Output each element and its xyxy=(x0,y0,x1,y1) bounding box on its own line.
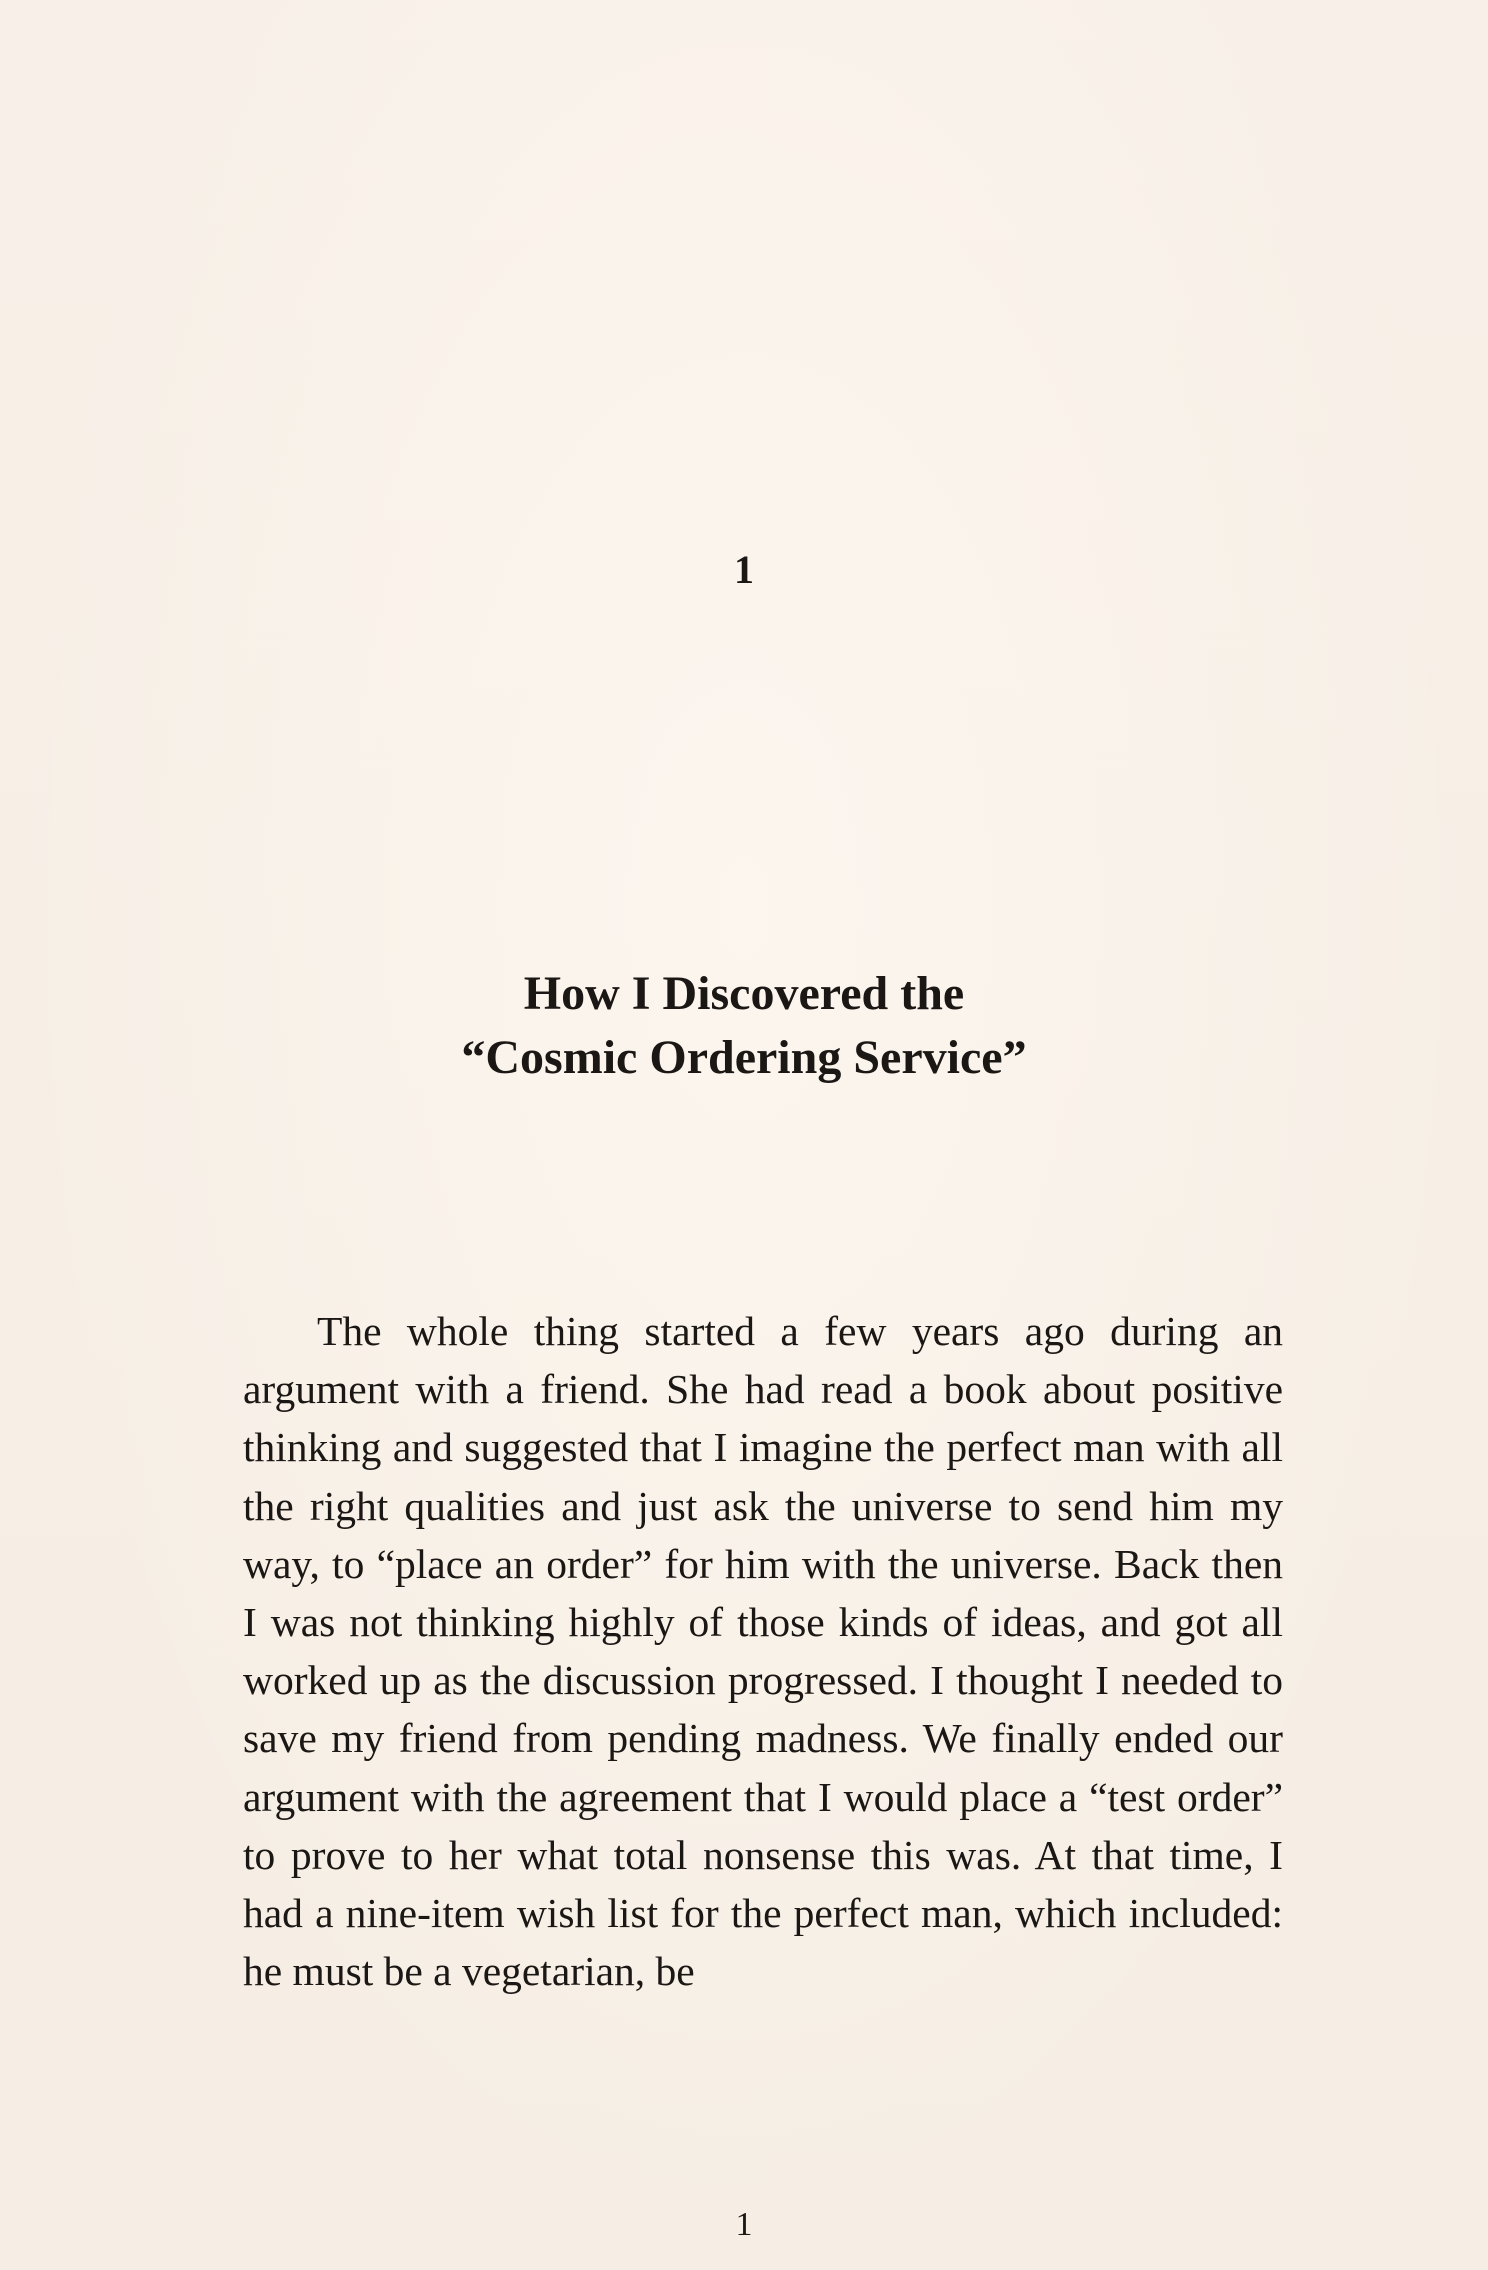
chapter-title-line-1: How I Discovered the xyxy=(523,967,965,1020)
chapter-number: 1 xyxy=(734,547,754,592)
body-paragraph: The whole thing started a few years ago during an argument with a friend. She had read a book about positive thinking and suggested that I imagine the perfect man with all the right qualities and just ask the universe to send him my way, to “place an order” for him with the universe. Back then I was not thinking highly of those kinds of ideas, and got all worked up as the discussion progressed. I thought I needed to save my friend from pending madness. We finally ended our argument with the agreement that I would place a “test order” to prove to her what total nonsense this was. At that time, I had a nine-item wish list for the perfect man, which included: he must be a vegetarian, be xyxy=(243,1308,1283,1995)
page-number: 1 xyxy=(735,2206,753,2243)
chapter-title-line-2: “Cosmic Ordering Service” xyxy=(461,1031,1027,1084)
chapter-title xyxy=(0,962,1488,1090)
